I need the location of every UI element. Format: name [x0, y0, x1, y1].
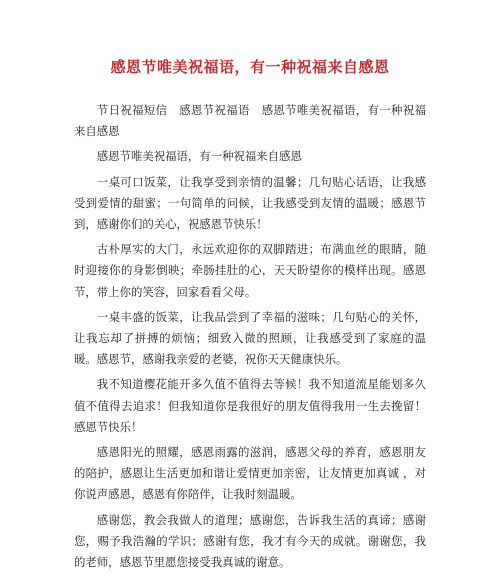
- paragraph-greeting-1: 一桌可口饭菜，让我享受到亲情的温馨；几句贴心话语，让我感受到爱情的甜蜜；一句简单的问候，让我感受到友情的温暖；感恩节到，感谢你们的关心，祝感恩节快乐！: [74, 174, 426, 232]
- paragraph-greeting-2: 古朴厚实的大门，永远欢迎你的双脚踏进；布满血丝的眼睛，随时迎接你的身影倒映；牵肠挂肚的心，天天盼望你的模样出现。感恩节，带上你的笑容，回家看看父母。: [74, 242, 426, 299]
- paragraph-greeting-6: 感谢您，教会我做人的道理；感谢您，告诉我生活的真谛；感谢您，赐予我浩瀚的学识；感谢有您，我才有今天的成就。谢谢您，我的老师，感恩节里愿您接受我真诚的谢意。: [74, 512, 426, 570]
- paragraph-greeting-4: 我不知道樱花能开多久值不值得去等候！我不知道流星能划多久值不值得去追求！但我知道你是我很好的朋友值得我用一生去挽留！感恩节快乐！: [74, 377, 426, 434]
- document-body: [74, 100, 426, 577]
- paragraph-greeting-3: 一桌丰盛的饭菜，让我品尝到了幸福的滋味；几句贴心的关怀，让我忘却了拼搏的烦恼；细致入微的照顾，让我感受到了家庭的温暖。感恩节，感谢我亲爱的老婆，祝你天天健康快乐。: [74, 309, 426, 367]
- paragraph-greeting-5: 感恩阳光的照耀，感恩雨露的滋润，感恩父母的养育，感恩朋友的陪护，感恩让生活更加和谐让爱情更加亲密，让友情更加真诚 ，对你说声感恩，感恩有你陪伴，让我时刻温暖。: [74, 445, 426, 502]
- paragraph-subtitle: 感恩节唯美祝福语，有一种祝福来自感恩: [96, 149, 302, 164]
- document-title: 感恩节唯美祝福语，有一种祝福来自感恩: [110, 58, 390, 76]
- paragraph-breadcrumb: 节日祝福短信 感恩节祝福语 感恩节唯美祝福语，有一种祝福来自感恩: [74, 103, 426, 139]
